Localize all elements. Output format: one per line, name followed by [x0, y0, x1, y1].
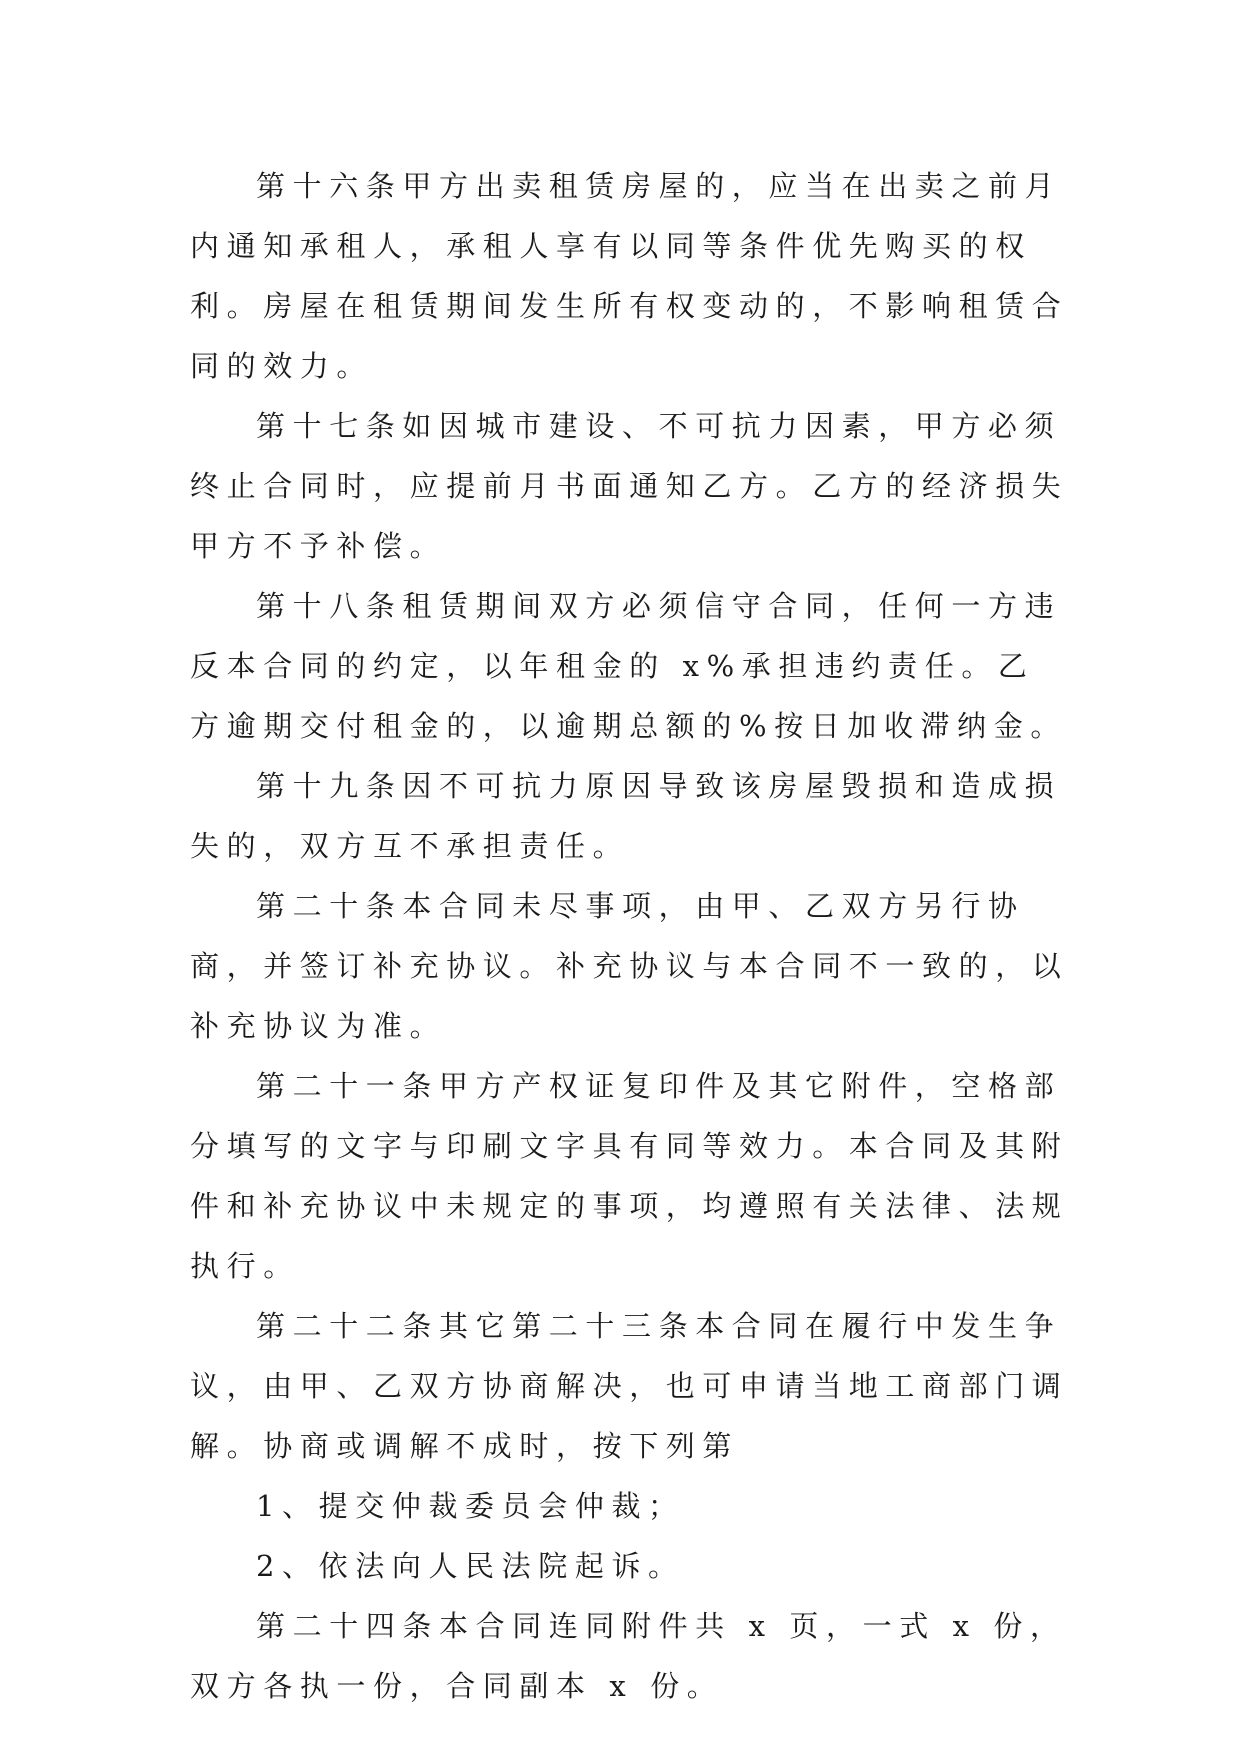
paragraph-article-18: 第十八条租赁期间双方必须信守合同，任何一方违反本合同的约定，以年租金的 x%承担违约责任。乙方逾期交付租金的，以逾期总额的%按日加收滞纳金。 [190, 589, 1067, 743]
paragraph-article-17: 第十七条如因城市建设、不可抗力因素，甲方必须终止合同时，应提前月书面通知乙方。乙方的经济损失甲方不予补偿。 [190, 409, 1069, 563]
list-item-option-1: 1、提交仲裁委员会仲裁； [256, 1489, 685, 1523]
list-item-option-2: 2、依法向人民法院起诉。 [256, 1549, 685, 1583]
paragraph-article-19: 第十九条因不可抗力原因导致该房屋毁损和造成损失的，双方互不承担责任。 [190, 769, 1062, 863]
paragraph-article-20: 第二十条本合同未尽事项，由甲、乙双方另行协商，并签订补充协议。补充协议与本合同不一致的，以补充协议为准。 [190, 889, 1069, 1043]
paragraph-article-24: 第二十四条本合同连同附件共 x 页，一式 x 份，双方各执一份，合同副本 x 份。 [190, 1609, 1067, 1703]
paragraph-article-16: 第十六条甲方出卖租赁房屋的，应当在出卖之前月内通知承租人，承租人享有以同等条件优先购买的权利。房屋在租赁期间发生所有权变动的，不影响租赁合同的效力。 [190, 169, 1069, 383]
paragraph-article-22-23: 第二十二条其它第二十三条本合同在履行中发生争议，由甲、乙双方协商解决，也可申请当地工商部门调解。协商或调解不成时，按下列第 [190, 1309, 1069, 1463]
paragraph-article-21: 第二十一条甲方产权证复印件及其它附件，空格部分填写的文字与印刷文字具有同等效力。本合同及其附件和补充协议中未规定的事项，均遵照有关法律、法规执行。 [190, 1069, 1069, 1283]
document-body [190, 156, 1070, 1716]
